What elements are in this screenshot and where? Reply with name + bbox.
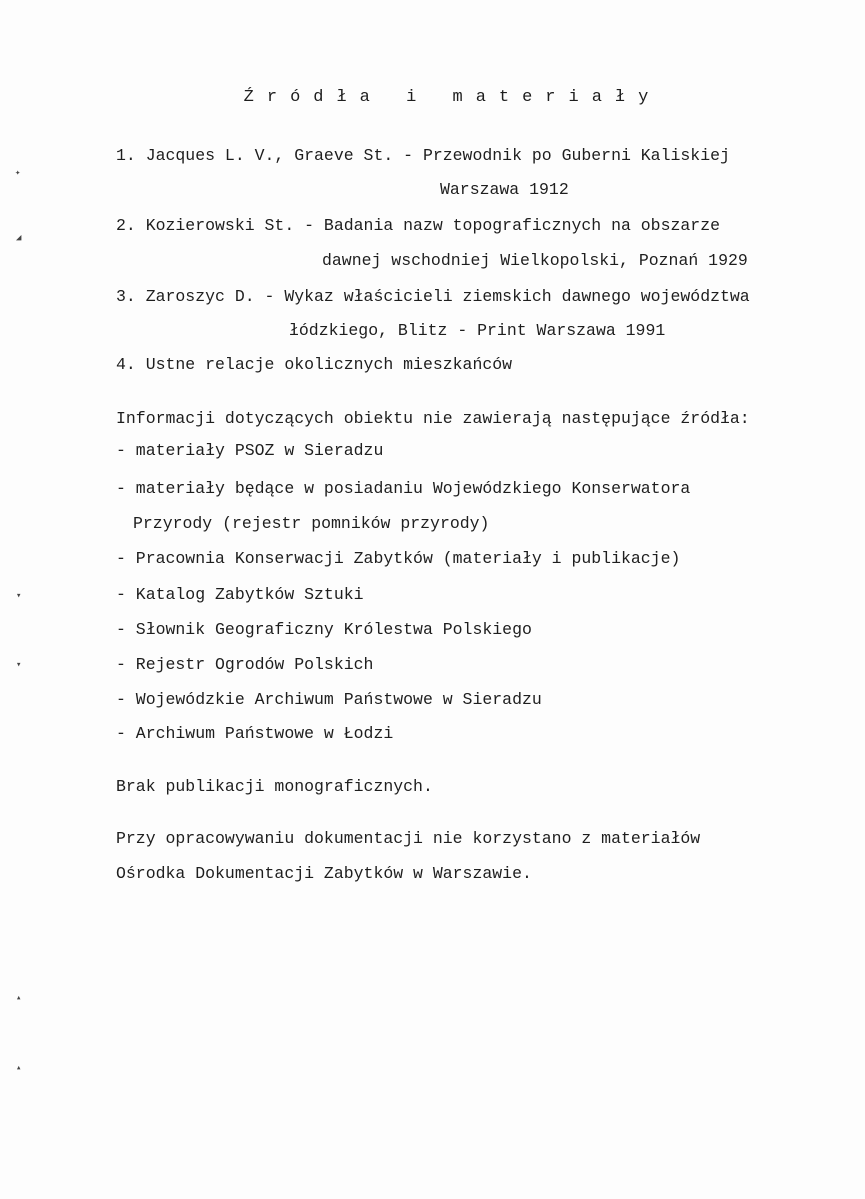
source-2-line-2: dawnej wschodniej Wielkopolski, Poznań 1929 [322, 251, 748, 270]
note-documentation-line-1: Przy opracowywaniu dokumentacji nie korzystano z materiałów [116, 829, 701, 848]
source-3-line-2: łódzkiego, Blitz - Print Warszawa 1991 [289, 321, 666, 340]
binder-hole-mark: ▴ [16, 1063, 22, 1073]
excluded-source-item: - materiały PSOZ w Sieradzu [116, 441, 384, 460]
source-3-line-1: 3. Zaroszyc D. - Wykaz właścicieli ziemskich dawnego województwa [116, 287, 750, 306]
excluded-source-item: - Archiwum Państwowe w Łodzi [116, 724, 394, 743]
page-title: Źródła i materiały [243, 88, 662, 107]
info-heading: Informacji dotyczących obiektu nie zawierają następujące źródła: [116, 409, 750, 428]
excluded-source-item: - Pracownia Konserwacji Zabytków (materiały i publikacje) [116, 549, 681, 568]
binder-hole-mark: ▾ [16, 660, 22, 670]
source-4-line-1: 4. Ustne relacje okolicznych mieszkańców [116, 355, 513, 374]
excluded-source-item-continuation: Przyrody (rejestr pomników przyrody) [133, 514, 490, 533]
binder-hole-mark: ▴ [16, 993, 22, 1003]
source-1-line-2: Warszawa 1912 [440, 180, 569, 199]
note-documentation-line-2: Ośrodka Dokumentacji Zabytków w Warszawie. [116, 864, 532, 883]
excluded-source-item: - Wojewódzkie Archiwum Państwowe w Sieradzu [116, 690, 542, 709]
excluded-source-item: - Katalog Zabytków Sztuki [116, 585, 364, 604]
binder-hole-mark: ▾ [16, 591, 22, 601]
binder-hole-mark: ✦ [15, 168, 21, 178]
excluded-source-item: - Rejestr Ogrodów Polskich [116, 655, 374, 674]
note-monographs: Brak publikacji monograficznych. [116, 777, 433, 796]
binder-hole-mark: ◢ [16, 233, 22, 243]
excluded-source-item: - materiały będące w posiadaniu Wojewódzkiego Konserwatora [116, 479, 691, 498]
source-1-line-1: 1. Jacques L. V., Graeve St. - Przewodnik po Guberni Kaliskiej [116, 146, 730, 165]
excluded-source-item: - Słownik Geograficzny Królestwa Polskiego [116, 620, 532, 639]
source-2-line-1: 2. Kozierowski St. - Badania nazw topograficznych na obszarze [116, 216, 720, 235]
